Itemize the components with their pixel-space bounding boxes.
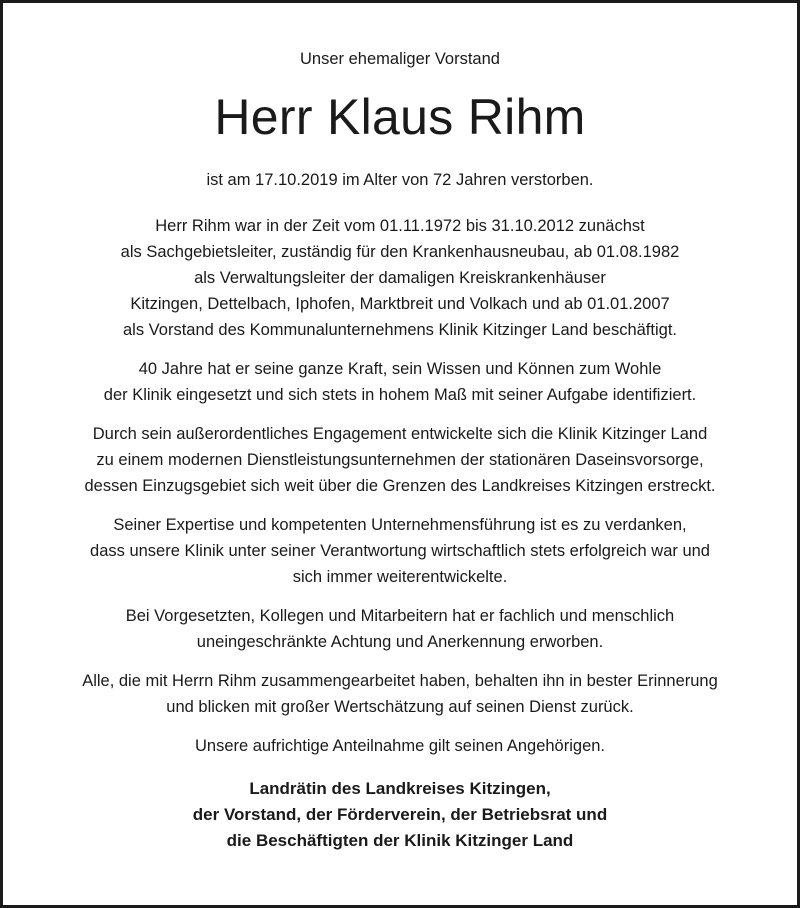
paragraph-line: als Verwaltungsleiter der damaligen Kreiskrankenhäuser bbox=[194, 269, 606, 287]
paragraph-line: der Klinik eingesetzt und sich stets in hohem Maß mit seiner Aufgabe identifiziert. bbox=[103, 386, 697, 404]
paragraph-line: Alle, die mit Herrn Rihm zusammengearbeitet haben, behalten ihn in bester Erinnerung bbox=[82, 672, 718, 690]
paragraph-line: Seiner Expertise und kompetenten Unternehmensführung ist es zu verdanken, bbox=[113, 516, 687, 534]
death-statement: ist am 17.10.2019 im Alter von 72 Jahren verstorben. bbox=[206, 171, 594, 189]
paragraph-line: Kitzingen, Dettelbach, Iphofen, Marktbreit und Volkach und ab 01.01.2007 bbox=[130, 295, 670, 313]
paragraph-line: Bei Vorgesetzten, Kollegen und Mitarbeitern hat er fachlich und menschlich bbox=[125, 607, 675, 625]
deceased-name: Herr Klaus Rihm bbox=[214, 89, 586, 145]
signature-block bbox=[3, 776, 797, 854]
paragraph-line: Unsere aufrichtige Anteilnahme gilt seinen Angehörigen. bbox=[194, 737, 606, 755]
paragraph-line: als Vorstand des Kommunalunternehmens Klinik Kitzinger Land beschäftigt. bbox=[123, 321, 677, 339]
notice-content bbox=[3, 47, 797, 854]
paragraph-line: sich immer weiterentwickelte. bbox=[292, 568, 508, 586]
career-paragraph bbox=[3, 213, 797, 343]
notice-subtitle: Unser ehemaliger Vorstand bbox=[300, 50, 500, 68]
engagement-paragraph bbox=[3, 421, 797, 499]
signature-line: der Vorstand, der Förderverein, der Betriebsrat und bbox=[192, 805, 608, 824]
paragraph-line: als Sachgebietsleiter, zuständig für den Krankenhausneubau, ab 01.08.1982 bbox=[120, 243, 680, 261]
remembrance-paragraph bbox=[3, 668, 797, 720]
expertise-paragraph bbox=[3, 512, 797, 590]
paragraph-line: 40 Jahre hat er seine ganze Kraft, sein Wissen und Können zum Wohle bbox=[138, 360, 662, 378]
paragraph-line: Herr Rihm war in der Zeit vom 01.11.1972 bis 31.10.2012 zunächst bbox=[155, 217, 645, 235]
respect-paragraph bbox=[3, 603, 797, 655]
condolence-paragraph bbox=[3, 733, 797, 759]
paragraph-line: dessen Einzugsgebiet sich weit über die Grenzen des Landkreises Kitzingen erstreckt. bbox=[84, 477, 716, 495]
paragraph-line: dass unsere Klinik unter seiner Verantwortung wirtschaftlich stets erfolgreich war und bbox=[90, 542, 710, 560]
paragraph-line: zu einem modernen Dienstleistungsunternehmen der stationären Daseinsvorsorge, bbox=[96, 451, 704, 469]
paragraph-line: uneingeschränkte Achtung und Anerkennung erworben. bbox=[196, 633, 604, 651]
dedication-paragraph bbox=[3, 356, 797, 408]
signature-line: Landrätin des Landkreises Kitzingen, bbox=[249, 779, 551, 798]
paragraph-line: Durch sein außerordentliches Engagement entwickelte sich die Klinik Kitzinger Land bbox=[92, 425, 708, 443]
paragraph-line: und blicken mit großer Wertschätzung auf seinen Dienst zurück. bbox=[166, 698, 634, 716]
signature-line: die Beschäftigten der Klinik Kitzinger Land bbox=[226, 831, 574, 850]
